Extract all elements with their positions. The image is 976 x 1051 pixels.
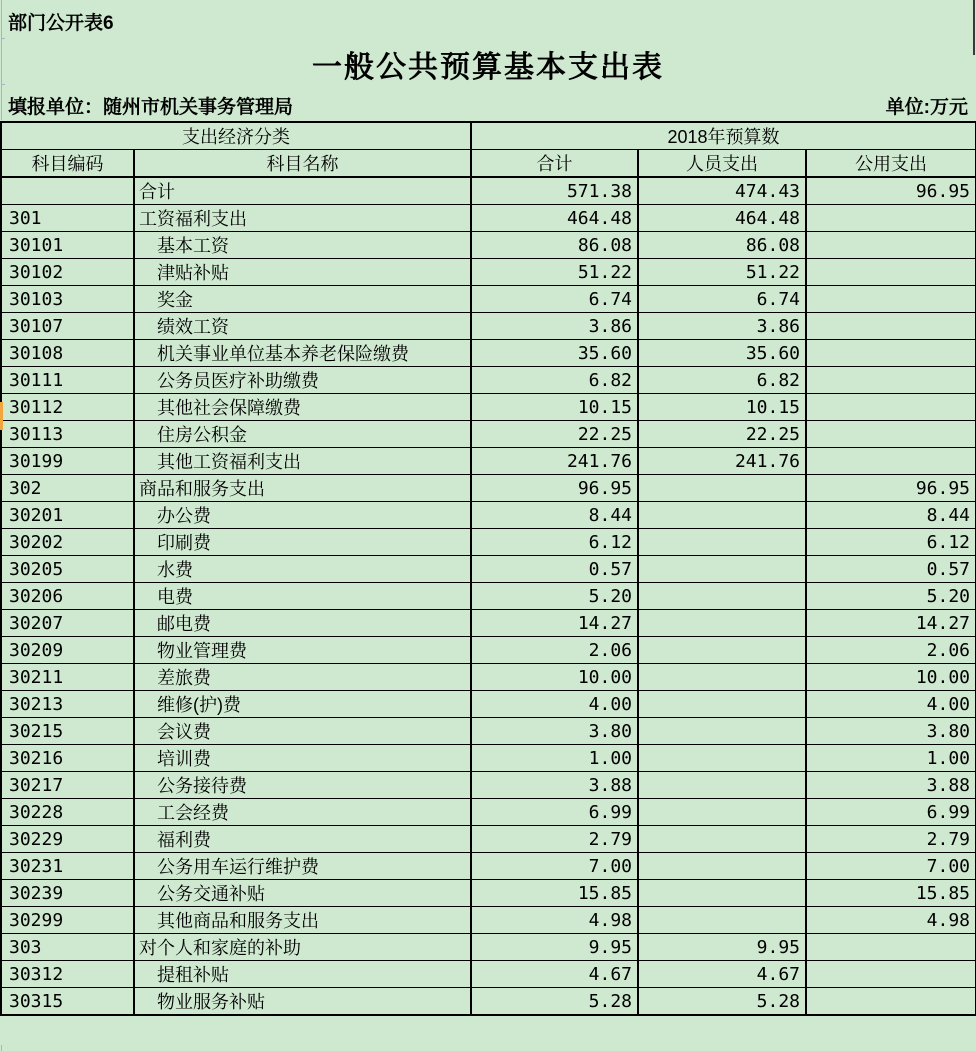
cell-subject-name[interactable]: 维修(护)费: [134, 691, 471, 718]
table-row: [1, 799, 976, 826]
cell-personnel[interactable]: [638, 745, 806, 772]
cell-subject-name[interactable]: 电费: [134, 583, 471, 610]
header-group-row: [1, 122, 976, 150]
cell-subject-code[interactable]: [1, 177, 134, 205]
cell-subject-name[interactable]: 工资福利支出: [134, 205, 471, 232]
cell-public[interactable]: 0.57: [806, 556, 976, 583]
cell-public[interactable]: [806, 313, 976, 340]
cell-subject-code[interactable]: 30103: [1, 286, 134, 313]
cell-public[interactable]: 2.79: [806, 826, 976, 853]
cell-subject-name[interactable]: 机关事业单位基本养老保险缴费: [134, 340, 471, 367]
cell-subject-name[interactable]: 基本工资: [134, 232, 471, 259]
cell-total[interactable]: 7.00: [471, 853, 638, 880]
cell-personnel[interactable]: [638, 826, 806, 853]
table-row: [1, 529, 976, 556]
cell-subject-code[interactable]: 30216: [1, 745, 134, 772]
cell-subject-code[interactable]: 30113: [1, 421, 134, 448]
cell-subject-code[interactable]: 30229: [1, 826, 134, 853]
table-row: [1, 961, 976, 988]
cell-total[interactable]: 14.27: [471, 610, 638, 637]
cell-total[interactable]: 3.86: [471, 313, 638, 340]
cell-personnel[interactable]: [638, 610, 806, 637]
cell-subject-code[interactable]: 30108: [1, 340, 134, 367]
cell-subject-name[interactable]: 水费: [134, 556, 471, 583]
cell-subject-code[interactable]: 30215: [1, 718, 134, 745]
sheet-label: 部门公开表6: [8, 13, 114, 34]
cell-personnel[interactable]: 10.15: [638, 394, 806, 421]
cell-public[interactable]: 4.98: [806, 907, 976, 934]
header-subject-name[interactable]: 科目名称: [134, 150, 471, 178]
table-row: [1, 556, 976, 583]
cell-subject-name[interactable]: 物业管理费: [134, 637, 471, 664]
cell-subject-code[interactable]: 30107: [1, 313, 134, 340]
cell-total[interactable]: 10.15: [471, 394, 638, 421]
cell-total[interactable]: 241.76: [471, 448, 638, 475]
cell-subject-code[interactable]: 30102: [1, 259, 134, 286]
cell-public[interactable]: 3.88: [806, 772, 976, 799]
cell-subject-code[interactable]: 30217: [1, 772, 134, 799]
cell-personnel[interactable]: 6.74: [638, 286, 806, 313]
cell-public[interactable]: 6.12: [806, 529, 976, 556]
budget-table: [0, 121, 976, 1016]
cell-subject-name[interactable]: 物业服务补贴: [134, 988, 471, 1016]
cell-subject-code[interactable]: 30211: [1, 664, 134, 691]
cell-total[interactable]: 22.25: [471, 421, 638, 448]
table-row: [1, 934, 976, 961]
header-expenditure-classification[interactable]: 支出经济分类: [1, 122, 471, 150]
cell-personnel[interactable]: [638, 529, 806, 556]
cell-subject-name[interactable]: 其他工资福利支出: [134, 448, 471, 475]
table-row: [1, 448, 976, 475]
cell-subject-code[interactable]: 30213: [1, 691, 134, 718]
cell-subject-name[interactable]: 邮电费: [134, 610, 471, 637]
table-row: [1, 286, 976, 313]
cell-subject-code[interactable]: 30315: [1, 988, 134, 1016]
cell-personnel[interactable]: 22.25: [638, 421, 806, 448]
cell-subject-name[interactable]: 商品和服务支出: [134, 475, 471, 502]
table-row: [1, 367, 976, 394]
cell-total[interactable]: 4.98: [471, 907, 638, 934]
table-row: [1, 340, 976, 367]
table-row: [1, 988, 976, 1016]
table-row: [1, 394, 976, 421]
cell-subject-name[interactable]: 公务用车运行维护费: [134, 853, 471, 880]
cell-personnel[interactable]: 241.76: [638, 448, 806, 475]
cell-subject-name[interactable]: 公务交通补贴: [134, 880, 471, 907]
table-row: [1, 718, 976, 745]
cell-public[interactable]: 96.95: [806, 177, 976, 205]
cell-personnel[interactable]: [638, 664, 806, 691]
unit-note-label: 单位:万元: [885, 97, 968, 118]
cell-personnel[interactable]: [638, 718, 806, 745]
margin-gridline: [1, 1045, 2, 1051]
cell-personnel[interactable]: [638, 556, 806, 583]
table-row: [1, 637, 976, 664]
cell-public[interactable]: [806, 340, 976, 367]
cell-personnel[interactable]: 51.22: [638, 259, 806, 286]
cell-subject-code[interactable]: 30205: [1, 556, 134, 583]
cell-personnel[interactable]: 6.82: [638, 367, 806, 394]
table-row: [1, 177, 976, 205]
cell-personnel[interactable]: [638, 907, 806, 934]
cell-total[interactable]: 10.00: [471, 664, 638, 691]
cell-subject-code[interactable]: 30231: [1, 853, 134, 880]
cell-subject-name[interactable]: 培训费: [134, 745, 471, 772]
cell-subject-name[interactable]: 差旅费: [134, 664, 471, 691]
cell-subject-code[interactable]: 30312: [1, 961, 134, 988]
cell-subject-code[interactable]: 30207: [1, 610, 134, 637]
cell-personnel[interactable]: 35.60: [638, 340, 806, 367]
cell-subject-name[interactable]: 其他商品和服务支出: [134, 907, 471, 934]
cell-public[interactable]: [806, 394, 976, 421]
table-row: [1, 853, 976, 880]
cell-subject-name[interactable]: 公务接待费: [134, 772, 471, 799]
table-row: [1, 475, 976, 502]
cell-personnel[interactable]: 4.67: [638, 961, 806, 988]
cell-public[interactable]: 7.00: [806, 853, 976, 880]
cell-public[interactable]: [806, 988, 976, 1016]
cell-personnel[interactable]: [638, 772, 806, 799]
table-row: [1, 664, 976, 691]
table-row: [1, 880, 976, 907]
cell-total[interactable]: 15.85: [471, 880, 638, 907]
cell-subject-name[interactable]: 合计: [134, 177, 471, 205]
cell-public[interactable]: 4.00: [806, 691, 976, 718]
cell-public[interactable]: 15.85: [806, 880, 976, 907]
cell-subject-code[interactable]: 30112: [1, 394, 134, 421]
cell-total[interactable]: 4.00: [471, 691, 638, 718]
meta-row: [8, 92, 968, 119]
cell-subject-code[interactable]: 30101: [1, 232, 134, 259]
cell-subject-name[interactable]: 福利费: [134, 826, 471, 853]
cell-personnel[interactable]: [638, 880, 806, 907]
header-total[interactable]: 合计: [471, 150, 638, 178]
margin-gridline-tick: [1, 84, 5, 85]
active-row-marker: [0, 402, 3, 430]
header-personnel-expenditure[interactable]: 人员支出: [638, 150, 806, 178]
cell-personnel[interactable]: [638, 475, 806, 502]
margin-gridline-tick: [1, 38, 5, 39]
cell-subject-code[interactable]: 30199: [1, 448, 134, 475]
cell-total[interactable]: 6.74: [471, 286, 638, 313]
cell-subject-name[interactable]: 津贴补贴: [134, 259, 471, 286]
cell-total[interactable]: 571.38: [471, 177, 638, 205]
cell-subject-code[interactable]: 302: [1, 475, 134, 502]
cell-public[interactable]: 8.44: [806, 502, 976, 529]
cell-subject-code[interactable]: 30299: [1, 907, 134, 934]
cell-personnel[interactable]: [638, 637, 806, 664]
cell-public[interactable]: [806, 421, 976, 448]
table-row: [1, 745, 976, 772]
cell-personnel[interactable]: [638, 691, 806, 718]
table-row: [1, 421, 976, 448]
cell-total[interactable]: 6.12: [471, 529, 638, 556]
cell-public[interactable]: [806, 448, 976, 475]
margin-gridline: [1, 0, 2, 120]
table-row: [1, 610, 976, 637]
cell-public[interactable]: [806, 286, 976, 313]
header-subject-code[interactable]: 科目编码: [1, 150, 134, 178]
cell-public[interactable]: 10.00: [806, 664, 976, 691]
table-row: [1, 583, 976, 610]
cell-subject-code[interactable]: 30209: [1, 637, 134, 664]
cell-personnel[interactable]: 9.95: [638, 934, 806, 961]
header-columns-row: [1, 150, 976, 178]
cell-total[interactable]: 5.20: [471, 583, 638, 610]
cell-total[interactable]: 96.95: [471, 475, 638, 502]
cell-personnel[interactable]: 5.28: [638, 988, 806, 1016]
cell-subject-code[interactable]: 30239: [1, 880, 134, 907]
table-row: [1, 772, 976, 799]
cell-personnel[interactable]: [638, 502, 806, 529]
cell-public[interactable]: 14.27: [806, 610, 976, 637]
cell-subject-code[interactable]: 30228: [1, 799, 134, 826]
cell-total[interactable]: 51.22: [471, 259, 638, 286]
cell-total[interactable]: 2.79: [471, 826, 638, 853]
cell-public[interactable]: [806, 961, 976, 988]
cell-subject-name[interactable]: 其他社会保障缴费: [134, 394, 471, 421]
cell-total[interactable]: 6.82: [471, 367, 638, 394]
cell-total[interactable]: 4.67: [471, 961, 638, 988]
table-row: [1, 205, 976, 232]
cell-subject-name[interactable]: 住房公积金: [134, 421, 471, 448]
cell-public[interactable]: 96.95: [806, 475, 976, 502]
reporting-unit-label: 填报单位：随州市机关事务管理局: [8, 97, 294, 118]
cell-personnel[interactable]: 464.48: [638, 205, 806, 232]
cell-subject-code[interactable]: 301: [1, 205, 134, 232]
table-row: [1, 259, 976, 286]
page-title: 一般公共预算基本支出表: [312, 51, 664, 84]
cell-total[interactable]: 3.88: [471, 772, 638, 799]
cell-subject-name[interactable]: 提租补贴: [134, 961, 471, 988]
cell-public[interactable]: 2.06: [806, 637, 976, 664]
cell-subject-code[interactable]: 30202: [1, 529, 134, 556]
cell-public[interactable]: [806, 232, 976, 259]
cell-public[interactable]: 5.20: [806, 583, 976, 610]
cell-public[interactable]: [806, 367, 976, 394]
cell-subject-code[interactable]: 303: [1, 934, 134, 961]
cell-total[interactable]: 2.06: [471, 637, 638, 664]
cell-subject-name[interactable]: 会议费: [134, 718, 471, 745]
cell-total[interactable]: 5.28: [471, 988, 638, 1016]
cell-public[interactable]: 6.99: [806, 799, 976, 826]
cell-personnel[interactable]: [638, 583, 806, 610]
cell-personnel[interactable]: 3.86: [638, 313, 806, 340]
table-row: [1, 232, 976, 259]
cell-public[interactable]: [806, 259, 976, 286]
cell-subject-name[interactable]: 印刷费: [134, 529, 471, 556]
cell-total[interactable]: 6.99: [471, 799, 638, 826]
window-edge-line: [973, 0, 975, 55]
cell-subject-name[interactable]: 绩效工资: [134, 313, 471, 340]
cell-subject-code[interactable]: 30201: [1, 502, 134, 529]
cell-total[interactable]: 3.80: [471, 718, 638, 745]
table-row: [1, 826, 976, 853]
table-row: [1, 907, 976, 934]
cell-subject-name[interactable]: 办公费: [134, 502, 471, 529]
cell-personnel[interactable]: 474.43: [638, 177, 806, 205]
cell-total[interactable]: 464.48: [471, 205, 638, 232]
cell-subject-code[interactable]: 30206: [1, 583, 134, 610]
table-body: [1, 177, 976, 1015]
cell-total[interactable]: 35.60: [471, 340, 638, 367]
cell-subject-code[interactable]: 30111: [1, 367, 134, 394]
cell-total[interactable]: 1.00: [471, 745, 638, 772]
cell-subject-name[interactable]: 对个人和家庭的补助: [134, 934, 471, 961]
header-2018-budget[interactable]: 2018年预算数: [471, 122, 976, 150]
table-row: [1, 313, 976, 340]
cell-public[interactable]: 1.00: [806, 745, 976, 772]
cell-subject-name[interactable]: 奖金: [134, 286, 471, 313]
cell-public[interactable]: 3.80: [806, 718, 976, 745]
cell-subject-name[interactable]: 公务员医疗补助缴费: [134, 367, 471, 394]
cell-total[interactable]: 8.44: [471, 502, 638, 529]
cell-subject-name[interactable]: 工会经费: [134, 799, 471, 826]
cell-total[interactable]: 86.08: [471, 232, 638, 259]
cell-personnel[interactable]: [638, 853, 806, 880]
cell-total[interactable]: 9.95: [471, 934, 638, 961]
header-public-expenditure[interactable]: 公用支出: [806, 150, 976, 178]
cell-total[interactable]: 0.57: [471, 556, 638, 583]
cell-public[interactable]: [806, 205, 976, 232]
table-row: [1, 502, 976, 529]
cell-public[interactable]: [806, 934, 976, 961]
table-row: [1, 691, 976, 718]
cell-personnel[interactable]: 86.08: [638, 232, 806, 259]
cell-personnel[interactable]: [638, 799, 806, 826]
